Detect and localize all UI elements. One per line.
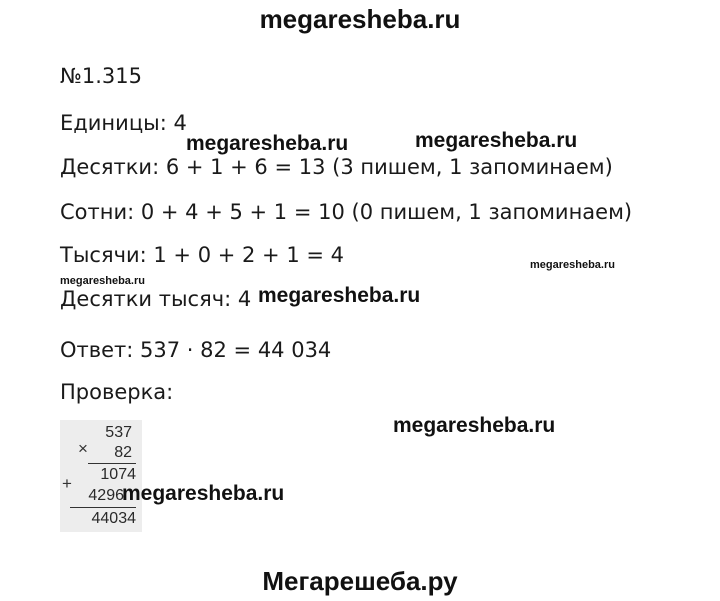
watermark: megaresheba.ru bbox=[122, 482, 285, 505]
watermark: megaresheba.ru bbox=[415, 129, 578, 152]
rule-line bbox=[70, 507, 136, 508]
problem-number: №1.315 bbox=[60, 64, 142, 88]
partial-product-2: 4296 bbox=[88, 487, 124, 504]
hundreds-line: Сотни: 0 + 4 + 5 + 1 = 10 (0 пишем, 1 запоминаем) bbox=[60, 200, 633, 224]
watermark: megaresheba.ru bbox=[530, 259, 615, 271]
tens-line: Десятки: 6 + 1 + 6 = 13 (3 пишем, 1 запоминаем) bbox=[60, 155, 613, 179]
product-result: 44034 bbox=[91, 510, 136, 527]
check-label: Проверка: bbox=[60, 380, 174, 404]
footer-site-name: Мегарешеба.ру bbox=[262, 566, 458, 596]
watermark: megaresheba.ru bbox=[258, 284, 421, 307]
units-line: Единицы: 4 bbox=[60, 111, 187, 135]
rule-line bbox=[88, 463, 136, 464]
answer-line: Ответ: 537 · 82 = 44 034 bbox=[60, 338, 332, 362]
watermark: megaresheba.ru bbox=[393, 414, 556, 437]
header-site-name: megaresheba.ru bbox=[259, 4, 461, 34]
thousands-line: Тысячи: 1 + 0 + 2 + 1 = 4 bbox=[60, 243, 344, 267]
ten-thousands-line: Десятки тысяч: 4 bbox=[60, 287, 252, 311]
column-multiplication bbox=[60, 420, 142, 532]
watermark: megaresheba.ru bbox=[186, 132, 349, 155]
watermark: megaresheba.ru bbox=[60, 275, 145, 287]
multiplier: 82 bbox=[114, 444, 132, 461]
multiplicand: 537 bbox=[105, 424, 132, 441]
plus-sign: + bbox=[62, 474, 72, 493]
times-sign: × bbox=[78, 439, 88, 458]
partial-product-1: 1074 bbox=[100, 466, 136, 483]
